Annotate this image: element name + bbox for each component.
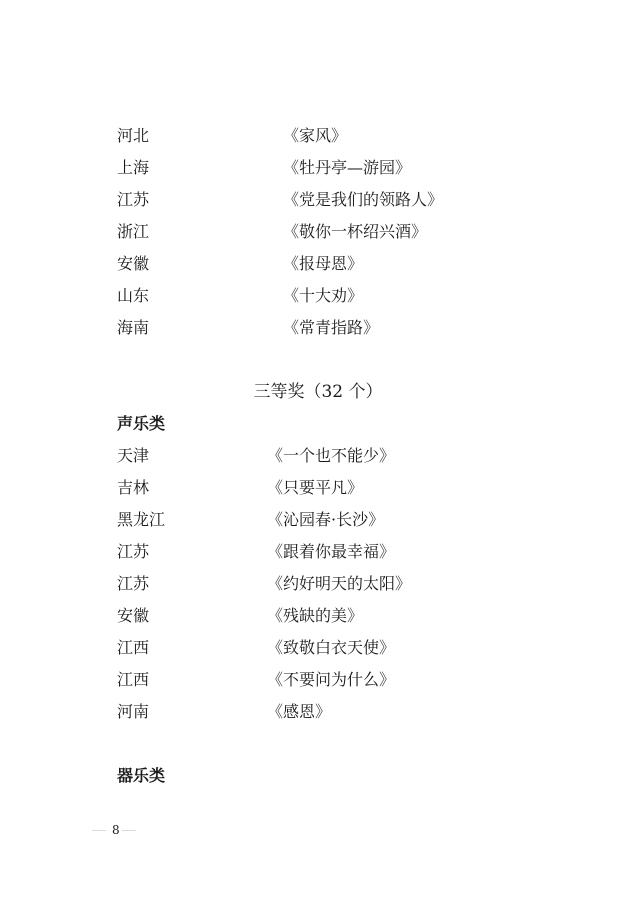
work-title: 《跟着你最幸福》 [267, 542, 396, 561]
province-name: 江西 [117, 638, 150, 657]
work-title: 《约好明天的太阳》 [267, 574, 412, 593]
list-item [0, 478, 636, 510]
list-item [0, 702, 636, 734]
category-label: 声乐类 [117, 414, 166, 433]
work-title: 《残缺的美》 [267, 606, 364, 625]
province-name: 江苏 [117, 574, 150, 593]
province-name: 黑龙江 [117, 510, 166, 529]
province-name: 上海 [117, 158, 150, 177]
province-name: 安徽 [117, 606, 150, 625]
province-name: 河南 [117, 702, 150, 721]
work-title: 《感恩》 [267, 702, 332, 721]
list-item [0, 574, 636, 606]
work-title: 《只要平凡》 [267, 478, 364, 497]
province-name: 浙江 [117, 222, 150, 241]
province-name: 江西 [117, 670, 150, 689]
list-item [0, 222, 636, 254]
list-item [0, 286, 636, 318]
list-item [0, 670, 636, 702]
list-item [0, 446, 636, 478]
province-name: 吉林 [117, 478, 150, 497]
footer-dash [92, 830, 106, 831]
list-item [0, 158, 636, 190]
list-item [0, 606, 636, 638]
province-name: 河北 [117, 126, 150, 145]
list-item [0, 542, 636, 574]
province-name: 海南 [117, 318, 150, 337]
work-title: 《牡丹亭—游园》 [283, 158, 412, 177]
province-name: 天津 [117, 446, 150, 465]
list-item [0, 254, 636, 286]
list-item [0, 318, 636, 350]
list-item [0, 638, 636, 670]
list-item [0, 126, 636, 158]
page-footer [92, 822, 140, 838]
province-name: 江苏 [117, 190, 150, 209]
list-item [0, 190, 636, 222]
work-title: 《不要问为什么》 [267, 670, 396, 689]
work-title: 《家风》 [283, 126, 348, 145]
province-name: 安徽 [117, 254, 150, 273]
footer-dash [122, 830, 136, 831]
work-title: 《一个也不能少》 [267, 446, 396, 465]
work-title: 《十大劝》 [283, 286, 364, 305]
page-number: 8 [112, 823, 120, 837]
province-name: 江苏 [117, 542, 150, 561]
work-title: 《致敬白衣天使》 [267, 638, 396, 657]
province-name: 山东 [117, 286, 150, 305]
list-item [0, 510, 636, 542]
work-title: 《党是我们的领路人》 [283, 190, 444, 209]
work-title: 《常青指路》 [283, 318, 380, 337]
work-title: 《沁园春·长沙》 [267, 510, 385, 529]
work-title: 《报母恩》 [283, 254, 364, 273]
work-title: 《敬你一杯绍兴酒》 [283, 222, 428, 241]
category-label: 器乐类 [117, 766, 166, 785]
section-heading: 三等奖（32 个） [253, 382, 383, 402]
